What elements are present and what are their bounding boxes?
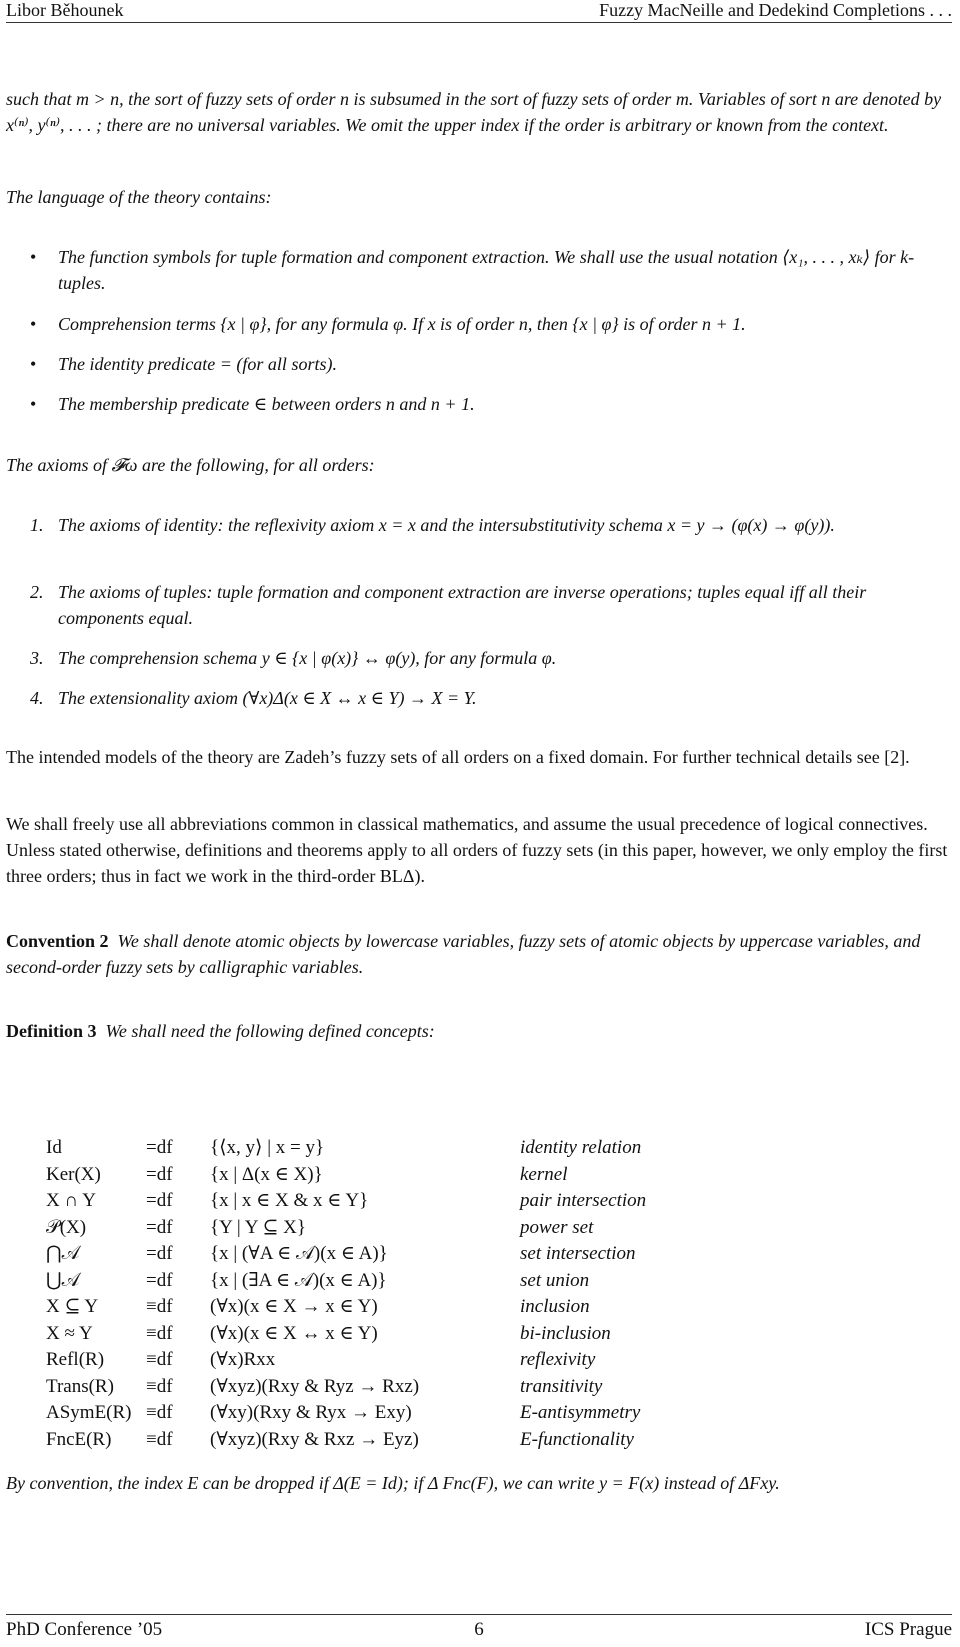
def-term: 𝒫(X) xyxy=(46,1216,87,1238)
bullet-icon: • xyxy=(30,314,37,334)
def-expression: {x | (∀A ∈ 𝒜)(x ∈ A)} xyxy=(210,1243,388,1265)
table-row xyxy=(46,1215,646,1242)
axiom-item xyxy=(6,579,952,631)
axiom-text: The axioms of identity: the reflexivity axiom x = x and the intersubstitutivity schema x = y → (φ(x) → φ(y)). xyxy=(58,515,835,535)
axiom-number: 1. xyxy=(30,515,44,535)
def-name: reflexivity xyxy=(520,1349,596,1371)
axiom-text: The extensionality axiom (∀x)Δ(x ∈ X ↔ x ∈ Y) → X = Y. xyxy=(58,688,477,708)
def-term: Refl(R) xyxy=(46,1349,105,1371)
table-row xyxy=(46,1294,646,1321)
list-item xyxy=(6,244,952,296)
definition-text: We shall need the following defined concepts: xyxy=(105,1021,435,1041)
def-name: set intersection xyxy=(520,1243,636,1265)
definition-3 xyxy=(6,1018,952,1044)
convention-2 xyxy=(6,928,952,980)
bullet-icon: • xyxy=(30,247,37,267)
def-operator: =df xyxy=(146,1163,173,1185)
list-item xyxy=(6,391,952,417)
def-term: X ∩ Y xyxy=(46,1190,96,1212)
axiom-item xyxy=(6,512,952,538)
def-operator: ≡df xyxy=(146,1428,173,1450)
header-title: Fuzzy MacNeille and Dedekind Completions . . . xyxy=(599,0,952,20)
table-row xyxy=(46,1135,646,1162)
def-name: E-antisymmetry xyxy=(520,1402,641,1424)
def-operator: =df xyxy=(146,1137,173,1159)
convention-label: Convention 2 xyxy=(6,931,109,951)
page-footer xyxy=(6,1614,952,1647)
page-header xyxy=(6,0,952,23)
list-item-text: The function symbols for tuple formation and component extraction. We shall use the usual notation ⟨x₁, . . . , xₖ⟩ for k-tuples. xyxy=(58,247,915,293)
models-paragraph: The intended models of the theory are Zadeh’s fuzzy sets of all orders on a fixed domain. For further technical details see [2]. xyxy=(6,747,910,767)
axiom-item xyxy=(6,645,952,671)
def-name: E-functionality xyxy=(520,1428,634,1450)
def-expression: (∀x)(x ∈ X → x ∈ Y) xyxy=(210,1296,378,1318)
axiom-number: 4. xyxy=(30,688,44,708)
table-row xyxy=(46,1241,646,1268)
def-term: Id xyxy=(46,1137,62,1159)
footer-conference: PhD Conference ’05 xyxy=(6,1619,163,1640)
closing-paragraph: By convention, the index E can be dropped if Δ(E = Id); if Δ Fnc(F), we can write y = F(x) instead of ΔFxy. xyxy=(6,1473,780,1493)
table-row xyxy=(46,1400,646,1427)
table-row xyxy=(46,1162,646,1189)
list-item-text: The identity predicate = (for all sorts). xyxy=(58,354,337,374)
definitions-table xyxy=(46,1135,646,1453)
def-expression: (∀x)Rxx xyxy=(210,1349,276,1371)
bullet-icon: • xyxy=(30,354,37,374)
header-author: Libor Běhounek xyxy=(6,0,124,20)
def-expression: {x | x ∈ X & x ∈ Y} xyxy=(210,1190,369,1212)
table-row xyxy=(46,1321,646,1348)
table-row xyxy=(46,1188,646,1215)
def-name: transitivity xyxy=(520,1375,603,1397)
def-operator: ≡df xyxy=(146,1402,173,1424)
def-operator: ≡df xyxy=(146,1375,173,1397)
def-name: bi-inclusion xyxy=(520,1322,611,1344)
def-name: inclusion xyxy=(520,1296,590,1318)
table-row xyxy=(46,1347,646,1374)
intro-paragraph: such that m > n, the sort of fuzzy sets of order n is subsumed in the sort of fuzzy sets of order m. Variables of sort n are denoted by x⁽ⁿ⁾, y⁽ⁿ⁾, . . . ; there are no universal variables. We omit the upper index if the order is arbitrary or known from the context. xyxy=(6,89,942,135)
def-term: X ≈ Y xyxy=(46,1322,93,1344)
def-term: ⋂𝒜 xyxy=(46,1243,80,1265)
def-operator: ≡df xyxy=(146,1322,173,1344)
convention-text: We shall denote atomic objects by lowercase variables, fuzzy sets of atomic objects by uppercase variables, and second-order fuzzy sets by calligraphic variables. xyxy=(6,931,921,977)
def-name: kernel xyxy=(520,1163,568,1185)
def-expression: (∀xy)(Rxy & Ryx → Exy) xyxy=(210,1402,412,1424)
axiom-item xyxy=(6,685,952,711)
page-number: 6 xyxy=(474,1619,484,1640)
def-name: identity relation xyxy=(520,1137,642,1159)
footer-institute: ICS Prague xyxy=(864,1619,952,1640)
def-term: FncE(R) xyxy=(46,1428,112,1450)
table-row xyxy=(46,1427,646,1454)
def-term: ⋃𝒜 xyxy=(46,1269,80,1291)
table-row xyxy=(46,1268,646,1295)
list-item-text: Comprehension terms {x | φ}, for any formula φ. If x is of order n, then {x | φ} is of order n + 1. xyxy=(58,314,746,334)
axiom-number: 2. xyxy=(30,582,44,602)
def-term: X ⊆ Y xyxy=(46,1296,99,1318)
def-operator: =df xyxy=(146,1190,173,1212)
language-intro: The language of the theory contains: xyxy=(6,187,272,207)
def-operator: ≡df xyxy=(146,1296,173,1318)
def-operator: ≡df xyxy=(146,1349,173,1371)
axiom-number: 3. xyxy=(30,648,44,668)
list-item xyxy=(6,311,952,337)
def-expression: {x | Δ(x ∈ X)} xyxy=(210,1163,323,1185)
def-expression: {⟨x, y⟩ | x = y} xyxy=(210,1137,325,1159)
def-operator: =df xyxy=(146,1269,173,1291)
list-item xyxy=(6,351,952,377)
def-expression: {Y | Y ⊆ X} xyxy=(210,1216,307,1238)
axiom-text: The axioms of tuples: tuple formation and component extraction are inverse operations; tuples equal iff all their components equal. xyxy=(58,582,867,628)
def-expression: (∀xyz)(Rxy & Ryz → Rxz) xyxy=(210,1375,420,1397)
def-name: pair intersection xyxy=(520,1190,647,1212)
definition-label: Definition 3 xyxy=(6,1021,97,1041)
def-name: set union xyxy=(520,1269,590,1291)
def-term: Ker(X) xyxy=(46,1163,101,1185)
def-expression: {x | (∃A ∈ 𝒜)(x ∈ A)} xyxy=(210,1269,387,1291)
axioms-intro: The axioms of 𝓕ω are the following, for all orders: xyxy=(6,455,375,475)
def-expression: (∀x)(x ∈ X ↔ x ∈ Y) xyxy=(210,1322,378,1344)
axiom-text: The comprehension schema y ∈ {x | φ(x)} ↔ φ(y), for any formula φ. xyxy=(58,648,557,668)
abbrev-paragraph: We shall freely use all abbreviations common in classical mathematics, and assume the usual precedence of logical connectives. Unless stated otherwise, definitions and theorems apply to all orders of fuzzy sets (in this paper, however, we only employ the first three orders; thus in fact we work in the third-order BLΔ). xyxy=(6,814,948,886)
def-name: power set xyxy=(520,1216,594,1238)
def-term: ASymE(R) xyxy=(46,1402,132,1424)
def-operator: =df xyxy=(146,1243,173,1265)
def-operator: =df xyxy=(146,1216,173,1238)
def-term: Trans(R) xyxy=(46,1375,114,1397)
table-row xyxy=(46,1374,646,1401)
list-item-text: The membership predicate ∈ between orders n and n + 1. xyxy=(58,394,475,414)
bullet-icon: • xyxy=(30,394,37,414)
def-expression: (∀xyz)(Rxy & Rxz → Eyz) xyxy=(210,1428,419,1450)
